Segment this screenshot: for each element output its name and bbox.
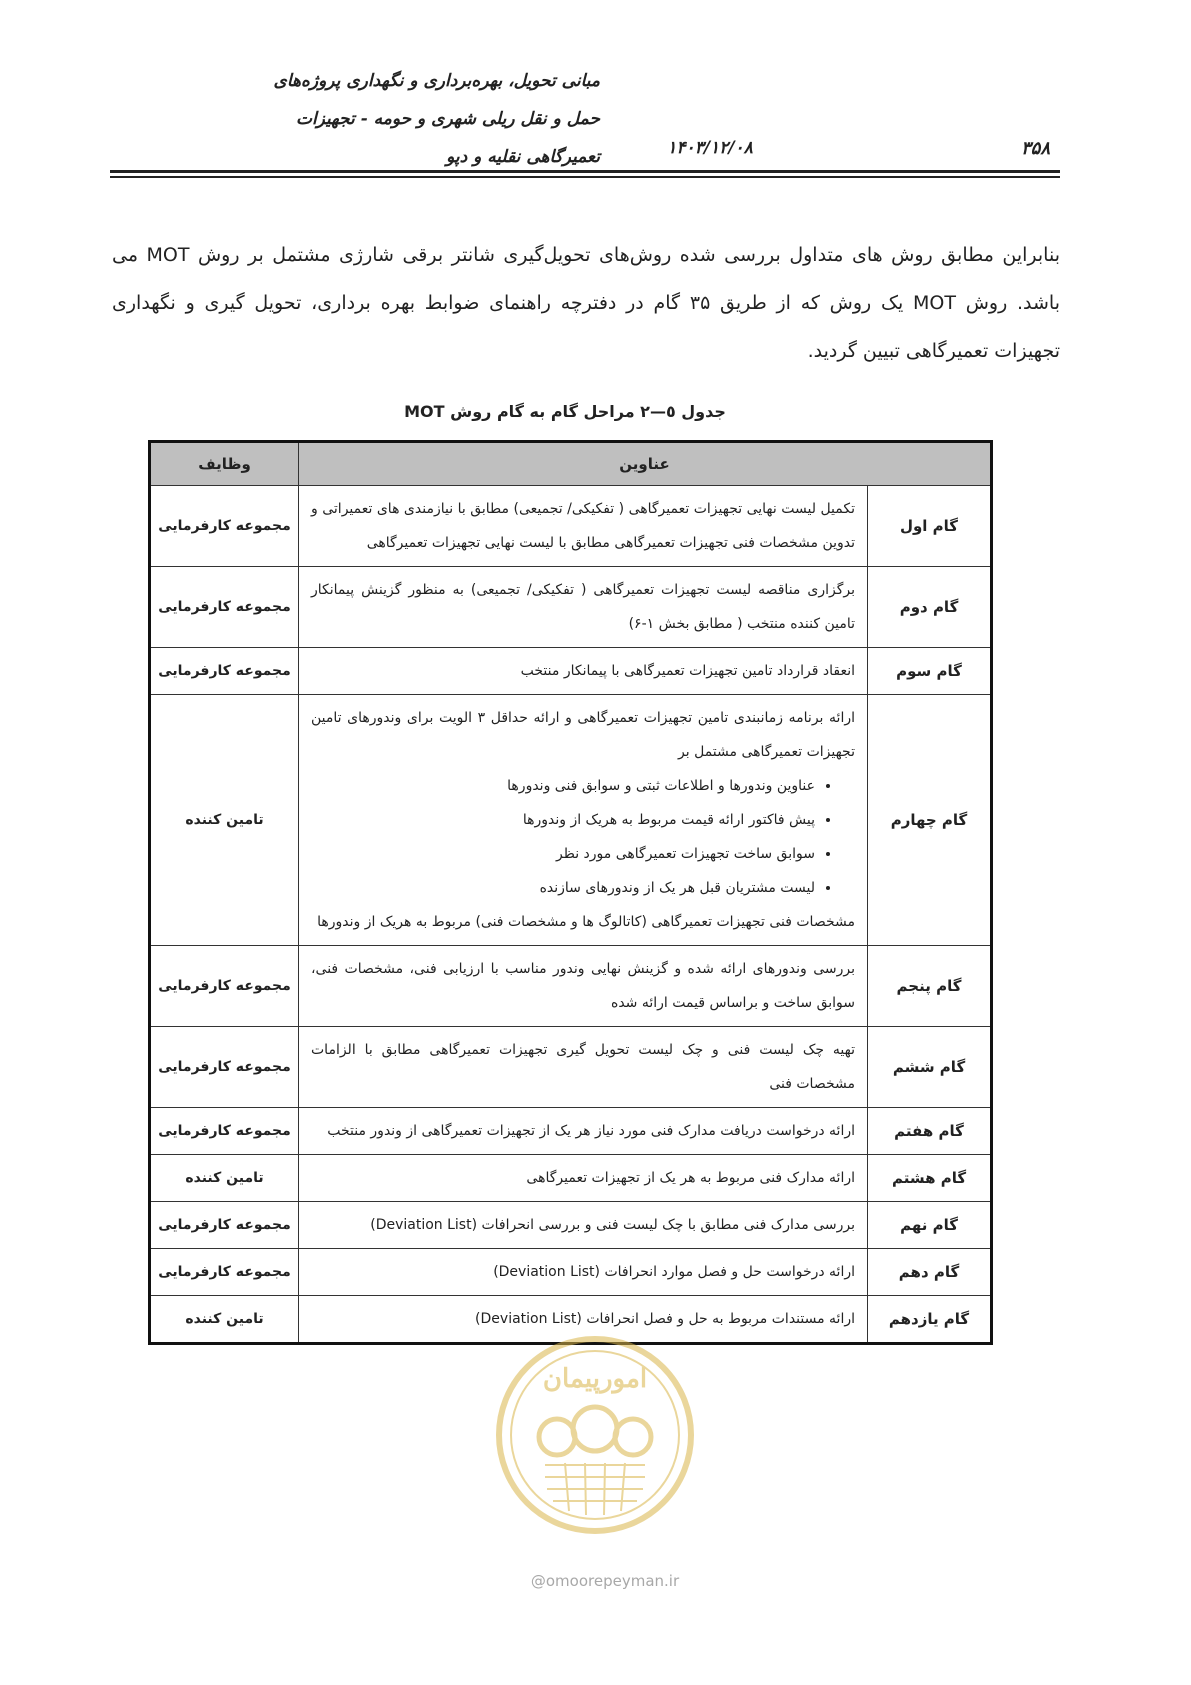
- step-role: مجموعه کارفرمایی: [150, 1108, 299, 1155]
- step-role: مجموعه کارفرمایی: [150, 1202, 299, 1249]
- step-title: تهیه چک لیست فنی و چک لیست تحویل گیری تجهیزات تعمیرگاهی مطابق با الزامات مشخصات فنی: [299, 1027, 868, 1108]
- step-title: برگزاری مناقصه لیست تجهیزات تعمیرگاهی ( تفکیکی/ تجمیعی) به منظور گزینش پیمانکار تامین کننده منتخب ( مطابق بخش ۱-۶): [299, 567, 868, 648]
- step-title: بررسی مدارک فنی مطابق با چک لیست فنی و بررسی انحرافات (Deviation List): [299, 1202, 868, 1249]
- bullet-item: • لیست مشتریان قبل هر یک از وندورهای سازنده: [311, 871, 815, 905]
- step-title: ارائه برنامه زمانبندی تامین تجهیزات تعمیرگاهی و ارائه حداقل ۳ الویت برای وندورهای تامین تجهیزات تعمیرگاهی مشتمل بر: [311, 710, 855, 760]
- step-title-continued: مشخصات فنی تجهیزات تعمیرگاهی (کاتالوگ ها و مشخصات فنی) مربوط به هریک از وندورها: [317, 914, 855, 930]
- page-number: ۳۵۸: [1020, 138, 1050, 159]
- step-label: گام اول: [868, 486, 992, 567]
- header-roles: وظایف: [150, 442, 299, 486]
- table-row: [150, 1108, 992, 1155]
- header-divider-thick: [110, 170, 1060, 173]
- page-header: [110, 58, 1060, 168]
- step-title-group: [299, 695, 868, 946]
- step-label: گام هشتم: [868, 1155, 992, 1202]
- step-label: گام پنجم: [868, 946, 992, 1027]
- table-row: [150, 1155, 992, 1202]
- step-title: ارائه مستندات مربوط به حل و فصل انحرافات (Deviation List): [299, 1296, 868, 1344]
- table-header-row: [150, 442, 992, 486]
- table-row: [150, 1249, 992, 1296]
- step-title: ارائه مدارک فنی مربوط به هر یک از تجهیزات تعمیرگاهی: [299, 1155, 868, 1202]
- watermark-logo-icon: [485, 1325, 705, 1565]
- header-title-block: [130, 62, 600, 176]
- step-role: مجموعه کارفرمایی: [150, 1027, 299, 1108]
- table-row: [150, 567, 992, 648]
- table-caption: جدول ٥—٢ مراحل گام به گام روش MOT: [404, 402, 726, 421]
- intro-paragraph: بنابراین مطابق روش های متداول بررسی شده روش‌های تحویل‌گیری شانتر برقی شارژی مشتمل بر روش MOT می باشد. روش MOT یک روش که از طریق ۳۵ گام در دفترچه راهنمای ضوابط بهره برداری، تحویل گیری و نگهداری تجهیزات تعمیرگاهی تبیین گردید.: [112, 244, 1061, 362]
- header-date: ۱۴۰۳/۱۲/۰۸: [667, 138, 753, 158]
- table-row: [150, 648, 992, 695]
- step-role: مجموعه کارفرمایی: [150, 946, 299, 1027]
- step-title: ارائه درخواست دریافت مدارک فنی مورد نیاز هر یک از تجهیزات تعمیرگاهی از وندور منتخب: [299, 1108, 868, 1155]
- step-label: گام چهارم: [868, 695, 992, 946]
- header-title-line-1: مبانی تحویل، بهره‌برداری و نگهداری پروژه‌های: [273, 71, 600, 91]
- table-row: [150, 946, 992, 1027]
- header-title-line-3: تعمیرگاهی نقلیه و دپو: [446, 147, 600, 167]
- bullet-item: • سوابق ساخت تجهیزات تعمیرگاهی مورد نظر: [311, 837, 815, 871]
- step-role: مجموعه کارفرمایی: [150, 486, 299, 567]
- step-role: تامین کننده: [150, 1155, 299, 1202]
- watermark-website: @omoorepeyman.ir: [530, 1572, 680, 1590]
- header-divider-thin: [110, 176, 1060, 178]
- step-label: گام ششم: [868, 1027, 992, 1108]
- table-row: [150, 486, 992, 567]
- step-label: گام دهم: [868, 1249, 992, 1296]
- bullet-item: • پیش فاکتور ارائه قیمت مربوط به هریک از وندورها: [311, 803, 815, 837]
- step-label: گام هفتم: [868, 1108, 992, 1155]
- header-titles: عناوین: [299, 442, 992, 486]
- svg-text:امورپیمان: امورپیمان: [542, 1364, 648, 1394]
- step-title: بررسی وندورهای ارائه شده و گزینش نهایی وندور مناسب با ارزیابی فنی، مشخصات فنی، سوابق ساخت و براساس قیمت ارائه شده: [299, 946, 868, 1027]
- bullet-list: [311, 769, 855, 905]
- table-row: [150, 1027, 992, 1108]
- step-label: گام نهم: [868, 1202, 992, 1249]
- table-row: [150, 1202, 992, 1249]
- bullet-item: • عناوین وندورها و اطلاعات ثبتی و سوابق فنی وندورها: [311, 769, 815, 803]
- step-label: گام سوم: [868, 648, 992, 695]
- step-label: گام دوم: [868, 567, 992, 648]
- step-role: تامین کننده: [150, 1296, 299, 1344]
- step-role: مجموعه کارفرمایی: [150, 648, 299, 695]
- header-title-line-2: حمل و نقل ریلی شهری و حومه - تجهیزات: [295, 109, 600, 129]
- table-row: [150, 695, 992, 946]
- step-title: تکمیل لیست نهایی تجهیزات تعمیرگاهی ( تفکیکی/ تجمیعی) مطابق با نیازمندی های تعمیراتی و تدوین مشخصات فنی تجهیزات تعمیرگاهی مطابق با لیست نهایی تجهیزات تعمیرگاهی: [299, 486, 868, 567]
- step-role: مجموعه کارفرمایی: [150, 567, 299, 648]
- step-title: انعقاد قرارداد تامین تجهیزات تعمیرگاهی با پیمانکار منتخب: [299, 648, 868, 695]
- step-role: مجموعه کارفرمایی: [150, 1249, 299, 1296]
- step-label: گام یازدهم: [868, 1296, 992, 1344]
- step-title: ارائه درخواست حل و فصل موارد انحرافات (Deviation List): [299, 1249, 868, 1296]
- mot-steps-table: [148, 440, 993, 1345]
- step-role: تامین کننده: [150, 695, 299, 946]
